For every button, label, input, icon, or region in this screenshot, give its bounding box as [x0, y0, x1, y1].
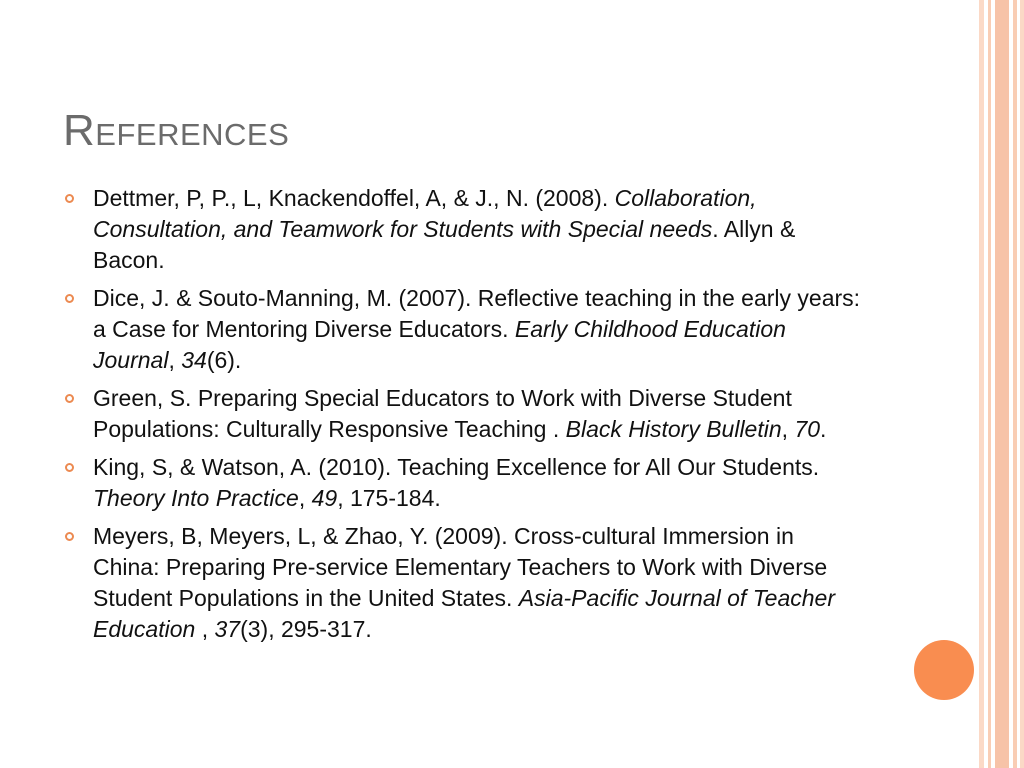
reference-volume: 34 [181, 347, 207, 373]
reference-list [64, 183, 864, 652]
reference-text: . [820, 416, 827, 442]
reference-title: Theory Into Practice [93, 485, 299, 511]
reference-title: Asia-Pacific Journal of Teacher Education [93, 585, 835, 642]
ring-bullet-icon [65, 463, 74, 472]
decorative-circle [914, 640, 974, 700]
ring-bullet-icon [65, 294, 74, 303]
ring-bullet-icon [65, 532, 74, 541]
reference-item [64, 183, 864, 276]
reference-text: Dettmer, P, P., L, Knackendoffel, A, & J., N. (2008). [93, 185, 615, 211]
reference-text: (3), 295-317. [240, 616, 372, 642]
reference-title: Early Childhood Education Journal [93, 316, 786, 373]
reference-title: Collaboration, Consultation, and Teamwork for Students with Special needs [93, 185, 757, 242]
decorative-stripes [974, 0, 1024, 768]
reference-text: Dice, J. & Souto-Manning, M. (2007). Reflective teaching in the early years: a Case for Mentoring Diverse Educators. [93, 285, 861, 342]
reference-text: , [781, 416, 795, 442]
reference-text: , 175-184. [337, 485, 441, 511]
reference-text: . Allyn & Bacon. [93, 216, 796, 273]
reference-text: King, S, & Watson, A. (2010). Teaching Excellence for All Our Students. [93, 454, 820, 480]
reference-volume: 37 [214, 616, 241, 642]
stripe-2 [988, 0, 991, 768]
reference-item [64, 521, 864, 645]
ring-bullet-icon [65, 394, 74, 403]
reference-volume: 49 [311, 485, 338, 511]
reference-volume: 70 [794, 416, 821, 442]
slide-title: References [63, 106, 290, 155]
ring-bullet-icon [65, 194, 74, 203]
stripe-5 [1020, 0, 1024, 768]
reference-text: (6). [206, 347, 242, 373]
reference-text: , [195, 616, 215, 642]
stripe-1 [979, 0, 984, 768]
stripe-3 [995, 0, 1009, 768]
reference-title: Black History Bulletin [565, 416, 782, 442]
reference-text: , [168, 347, 182, 373]
reference-text: Green, S. Preparing Special Educators to Work with Diverse Student Populations: Culturally Responsive Teaching . [93, 385, 792, 442]
reference-text: , [298, 485, 312, 511]
reference-item [64, 283, 864, 376]
stripe-4 [1013, 0, 1017, 768]
reference-item [64, 452, 864, 514]
reference-item [64, 383, 864, 445]
reference-text: Meyers, B, Meyers, L, & Zhao, Y. (2009). Cross-cultural Immersion in China: Preparing Pre-service Elementary Teachers to Work with Diverse Student Populations in the United States. [93, 523, 828, 611]
